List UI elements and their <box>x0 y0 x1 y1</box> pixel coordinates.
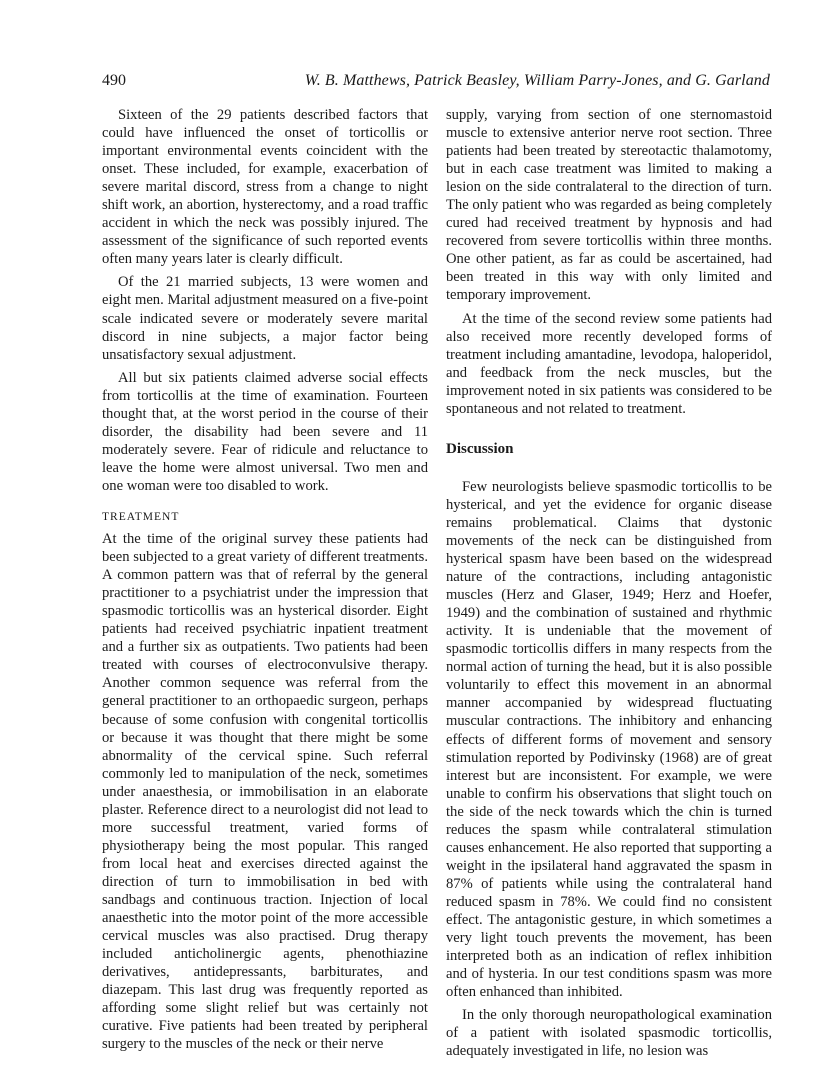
page-number: 490 <box>102 72 126 89</box>
paragraph-neuropathology: In the only thorough neuropathological examination of a patient with isolated spasmodic torticollis, adequately investigated in life, no lesion was <box>446 1007 772 1060</box>
paragraph-treatment: At the time of the original survey these patients had been subjected to a great variety of different treatments. A common pattern was that of referral by the general practitioner to a psychiatrist under the impression that spasmodic torticollis was an hysterical disorder. Eight patients had received psychiatric inpatient treatment and a further six as outpatients. Two patients had been treated with courses of electroconvulsive therapy. Another common sequence was referral from the general practitioner to an orthopaedic surgeon, perhaps because of some confusion with congenital torticollis or because it was thought that there might be some abnormality of the cervical spine. Such referral commonly led to manipulation of the neck, sometimes under anaesthesia, or immobilisation in an elaborate plaster. Reference direct to a neurologist did not lead to more successful treatment, varied forms of physiotherapy being the most popular. This ranged from local heat and exercises directed against the direction of turn to immobilisation in bed with sandbags and continuous traction. Injection of local anaesthetic into the motor point of the more accessible cervical muscles was also practised. Drug therapy included anticholinergic agents, phenothiazine derivatives, antidepressants, barbiturates, and diazepam. This last drug was frequently reported as affording some slight relief but was certainly not curative. Five patients had been treated by peripheral surgery to the muscles of the neck or their nerve <box>102 531 428 1053</box>
running-header <box>102 72 770 96</box>
paragraph-second-review: At the time of the second review some patients had also received more recently developed forms of treatment including amantadine, levodopa, haloperidol, and feedback from the neck muscles, but the improvement noted in six patients was considered to be spontaneous and not related to treatment. <box>446 310 772 417</box>
discussion-heading: Discussion <box>446 440 514 457</box>
paragraph-discussion: Few neurologists believe spasmodic torticollis to be hysterical, and yet the evidence for organic disease remains problematical. Claims that dystonic movements of the neck can be distinguished from hysterical spasm have been based on the widespread nature of the contractions, including antagonistic muscles (Herz and Glaser, 1949; Herz and Hoefer, 1949) and the combination of sustained and rhythmic activity. It is undeniable that the movement of spasmodic torticollis differs in many respects from the normal action of turning the head, but it is also possible voluntarily to effect this movement in an abnormal manner accompanied by widespread fluctuating muscular contractions. The inhibitory and enhancing effects of different forms of movement and sensory stimulation reported by Podivinsky (1968) are of great interest but are inconsistent. For example, we were unable to confirm his observations that slight touch on the side of the neck towards which the chin is turned reduces the spasm while contralateral stimulation causes enhancement. He also reported that supporting a weight in the ipsilateral hand aggravated the spasm in 87% of patients while using the contralateral hand reduced spasm in 78%. We could find no consistent effect. The antagonistic gesture, in which sometimes a very light touch prevents the movement, has been interpreted both as an indication of reflex inhibition and of hysteria. In our test conditions spasm was more often enhanced than inhibited. <box>446 478 772 1001</box>
paragraph-onset-factors: Sixteen of the 29 patients described factors that could have influenced the onset of torticollis or important environmental events coincident with the onset. These included, for example, exacerbation of severe marital discord, stress from a change to night shift work, an abortion, hysterectomy, and a road traffic accident in which the neck was possibly injured. The assessment of the significance of such reported events often many years later is clearly difficult. <box>102 107 428 268</box>
paragraph-social-effects: All but six patients claimed adverse social effects from torticollis at the time of examination. Fourteen thought that, at the worst period in the course of their disorder, the disability had been severe and 11 moderately severe. Fear of ridicule and reluctance to leave the home were almost universal. Two men and one woman were too disabled to work. <box>102 369 428 494</box>
paragraph-marital: Of the 21 married subjects, 13 were women and eight men. Marital adjustment measured on a five-point scale indicated severe or moderately severe marital discord in nine subjects, a major factor being unsatisfactory sexual adjustment. <box>102 274 428 363</box>
authors-line: W. B. Matthews, Patrick Beasley, William Parry-Jones, and G. Garland <box>304 72 770 89</box>
left-column <box>102 106 428 1053</box>
treatment-heading: TREATMENT <box>102 510 180 523</box>
paragraph-treatment-continued: supply, varying from section of one sternomastoid muscle to extensive anterior nerve root section. Three patients had been treated by stereotactic thalamotomy, but in each case treatment was limited to making a lesion on the side contralateral to the direction of turn. The only patient who was regarded as being completely cured had received treatment by hypnosis and had recovered from severe torticollis within three months. One other patient, as far as could be ascertained, had been treated in this way with only limited and temporary improvement. <box>446 107 772 304</box>
right-column <box>446 106 772 1060</box>
